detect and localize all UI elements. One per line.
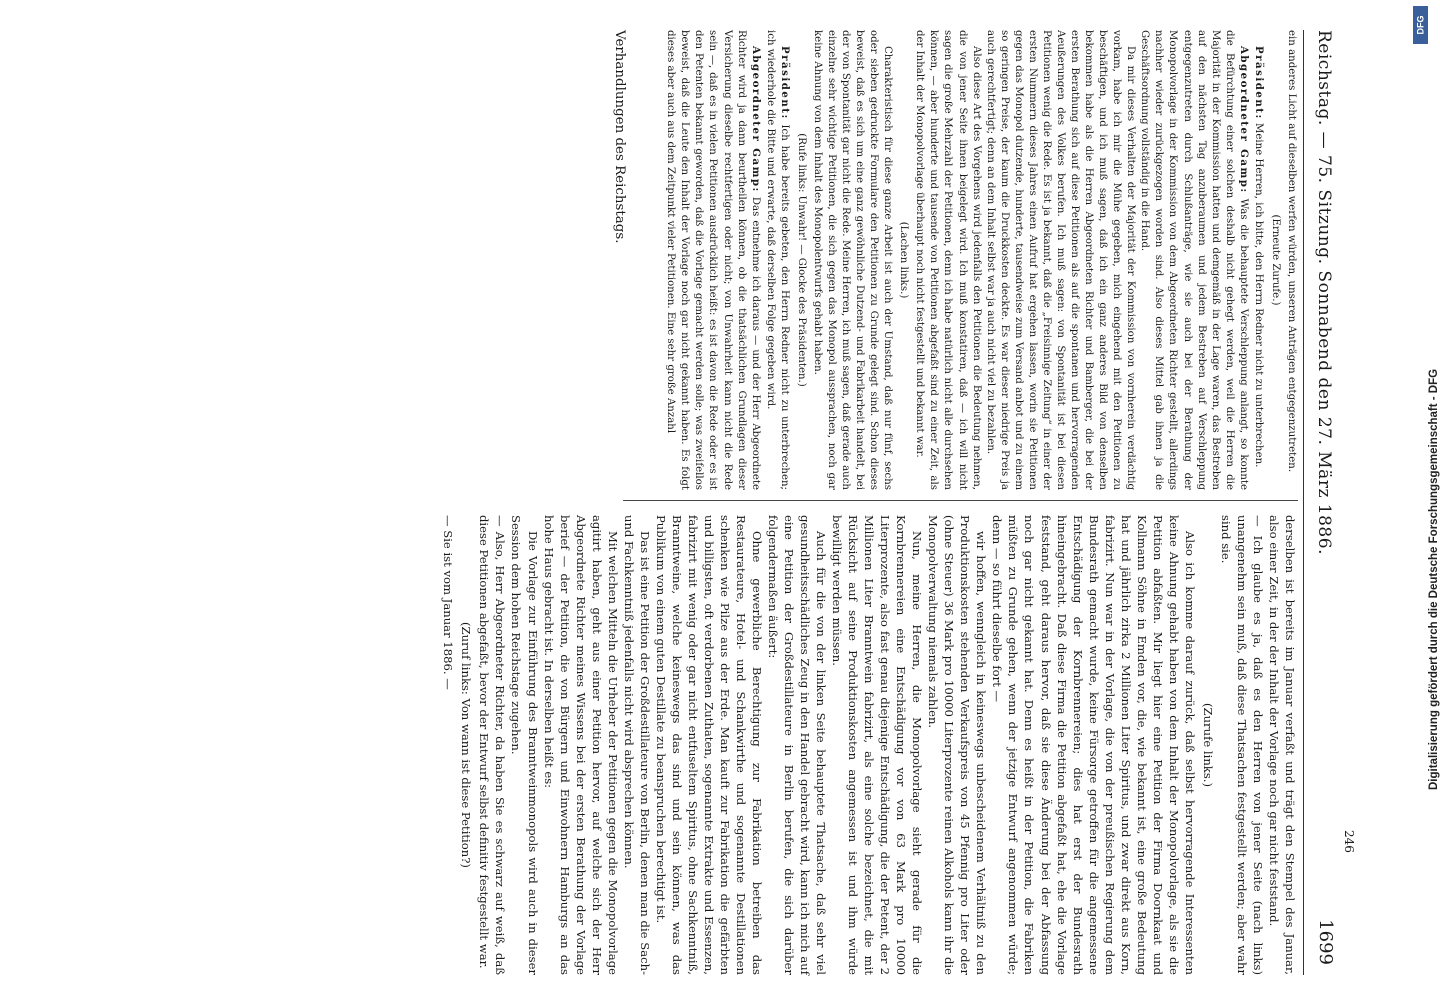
paragraph-text: (Erneute Zurufe.) [1269, 214, 1281, 306]
paragraph [508, 515, 540, 975]
paragraph [621, 515, 653, 975]
paragraph-text: (Zuruf links: Von wann ist diese Petition?) [459, 622, 474, 868]
paragraph-text: Meine Herren, ich bitte, den Herrn Redner nicht zu unterbrechen. [1252, 119, 1264, 468]
paragraph-text: Da mir dieses Verhalten der Majorität der Kommission von vornherein verdächtig vorkam, habe ich mir die Mühe gegeben, mich eingehend mit den Petitionen zu beschäftigen, und ich muß sagen, daß ich ein ganz anderes Bild von denselben bekommen habe als die Herren Abgeordneten Richter und Bamberger, die bei der ersten Berathung sich auf diese Petitionen als auf die spontanen und hervorragenden Aeußerungen des Volkes berufen. Ich muß sagen: von Spontanität ist bei diesen Petitionen wenig die Rede. Es ist ja bekannt, daß die „Freisinnige Zeitung“ in einer der ersten Nummern dieses Jahres einen Aufruf hat ergehen lassen, worin sie Petitionen gegen das Monopol dutzende, hunderte, tausendweise zum Versand anbot und zu einem so geringen Preise, der kaum die Druckkosten deckte. Es war dieser niedrige Preis ja auch gerechtfertigt; denn an dem Inhalt selbst war ja auch nicht viel zu bezahlen. [984, 30, 1137, 490]
paragraph-text: Mit welchen Mitteln die Urheber der Petitionen gegen die Monopolvorlage agitirt haben, geht aus einer Petition hervor, auf welche sich der Herr Abgeordnete Richter meines Wissens bei der ersten Berathung der Vorlage berief — der Petition, die von Bürgern und Einwohnern Hamburgs an das hohe Haus gebracht ist. In derselben heißt es: [541, 515, 620, 975]
paragraph-text: Das entnehme ich daraus — und der Herr Abgeordnete Richter wird ja dann beurtheilen können, ob die thatsächlichen Grundlagen dieser Versicherung dieselbe rechtfertigen oder nicht; von Unwahrheit kann nicht die Rede sein —, daß es in vielen Petitionen ausdrücklich heißt: es ist davon die Rede oder es ist den Petenten bekannt geworden, daß die Vorlage gemacht werden solle; was zweifellos beweist, daß die Leute den Inhalt der Vorlage noch gar nicht gekannt haben. Es folgt dieses aber auch aus dem Zeitpunkt vieler Petitionen. Eine sehr große Anzahl [665, 30, 761, 490]
paragraph [925, 515, 989, 975]
paragraph-text: Das ist eine Petition der Großdestillateure von Berlin, denen man die Sach- und Fachkenntniß jedenfalls nicht wird absprechen können. [621, 515, 652, 975]
interjection [458, 515, 474, 975]
interjection [794, 30, 808, 490]
paragraph [983, 30, 1138, 490]
paragraph-text: (Rufe links: Unwahr! — Glocke des Präsidenten.) [795, 133, 807, 387]
speech-paragraph [1251, 30, 1266, 490]
footer-label: Verhandlungen des Reichstags. [612, 30, 627, 244]
page-number: 1699 [1315, 919, 1336, 965]
dfg-logo-text: DFG [1415, 15, 1426, 35]
paragraph-text: Also ich komme darauf zurück, daß selbst hervorragende Interessenten keine Ahnung gehabt haben von dem Inhalt der Monopolvorlage, als sie die Petition abfaßten. Mir liegt hier eine Petition der Firma Doornkaat und Kollmann Söhne in Emden vor, die, wie bekannt ist, eine große Bedeutung hat und jährlich zirka 2 Millionen Liter Spiritus, und zwar direkt aus Korn, fabrizirt. Nun war in der Vorlage, die von der preußischen Regierung dem Bundesrath gemacht wurde, keine Fürsorge getroffen für die angemessene Entschädigung der Kornbrennereien; dies hat erst der Bundesrath hineingebracht. Daß diese Firma die Petition abgefaßt hat, ehe die Vorlage feststand, geht daraus hervor, daß sie diese Änderung bei der Abfassung noch gar nicht gekannt hat. Denn es heißt in der Petition, die Fabriken müßten zu Grunde gehen, wenn der jetzige Entwurf angenommen würde; denn — so führt dieselbe fort — [990, 515, 1197, 975]
paragraph [541, 515, 621, 975]
interjection [896, 30, 910, 490]
right-column [440, 515, 1298, 975]
speaker-name: Präsident: [1252, 46, 1265, 120]
paragraph-text: derselben ist bereits im Januar verfaßt und trägt den Stempel des Januar, also einer Zeit, in der der Inhalt der Vorlage noch gar nicht feststand. [1266, 515, 1297, 975]
interjection [1200, 515, 1216, 975]
paragraph-text: (Lachen links.) [898, 221, 910, 299]
speech-paragraph [1137, 30, 1251, 490]
paragraph-text: — Also, Herr Abgeordneter Richter, da haben Sie es schwarz auf weiß, daß diese Petitionen abgefaßt, bevor der Entwurf selbst definitiv festgestellt war. [477, 515, 508, 975]
paragraph [1218, 515, 1266, 975]
header-title: Reichstag. — 75. Sitzung. Sonnabend den 27. März 1886. [1314, 30, 1334, 555]
speech-paragraph [763, 30, 792, 490]
paragraph-text: Ohne gewerbliche Berechtigung zur Fabrikation betreiben das Restaurateure, Hotel- und Schankwirthe und sogenannte Destillationen schenken wie Pilze aus der Erde. Man kauft zur Fabrikation die gefärbten und billigsten, oft verdorbenen Zuthaten, sogenannte Extrakte und Essenzen, fabrizirt mit wenig oder gar nicht entfuseltem Spiritus, ohne Sachkenntniß, Branntweine, welche keineswegs das sind und sein können, was das Publikum von einem guten Destillate zu beanspruchen berechtigt ist. [653, 515, 764, 975]
speaker-name: Abgeordneter Gamp: [1237, 46, 1250, 194]
paragraph-text: Was die behauptete Verschleppung anlangt, so konnte die Befürchtung einer solchen deshalb nicht gehegt werden, weil die Herren die Majorität in der Kommission hatten und demgemäß in der Lage waren, das Bestreben auf den nächsten Tag anzuberaumen und jedem Bestreben auf Verschleppung entgegenzutreten durch Schlußanträge, wie sie auch bei der Berathung der Monopolvorlage in der Kommission von dem Abgeordneten Richter gestellt, allerdings nachher wieder zurückgezogen worden sind. Also dieses Mittel gab ihnen ja die Geschäftsordnung vollständig in die Hand. [1139, 30, 1249, 491]
paragraph [765, 515, 829, 975]
paragraph [440, 515, 456, 975]
rotated-page [2, 0, 1382, 1000]
paragraph-text: — Ich glaube es ja, daß es den Herren von jener Seite (nach links) unangenehm sein muß, daß diese Thatsachen festgestellt werden; aber wahr sind sie. [1218, 515, 1265, 975]
paragraph-text: ein anderes Licht auf dieselben werfen würden, unseren Anträgen entgegenzutreten. [1286, 30, 1297, 473]
paragraph [912, 30, 982, 490]
paragraph [989, 515, 1197, 975]
paragraph-text: Ich habe bereits gebeten, den Herrn Redner nicht zu unterbrechen; ich wiederhole die Bitte und erwarte, daß derselben Folge gegeben wird. [764, 30, 790, 490]
left-column [663, 30, 1298, 490]
paragraph [1284, 30, 1298, 490]
signature-mark: 246 [1342, 830, 1356, 853]
column-divider [623, 500, 1298, 501]
speaker-name: Präsident: [778, 46, 791, 120]
speaker-name: Abgeordneter Gamp: [749, 46, 762, 193]
paragraph-text: Charakteristisch für diese ganze Arbeit ist auch der Umstand, daß nur fünf, sechs oder sieben gedruckte Formulare den Petitionen zu Grunde gelegt sind. Schon dieses beweist, daß es sich um eine ganz gewöhnliche Dutzend- und Fabrikarbeit handelt, bei der von Spontanität gar nicht die Rede. Meine Herren, ich muß sagen, daß gerade auch einzelne sehr wichtige Petitionen, die sich gegen das Monopol aussprachen, noch gar keine Ahnung von dem Inhalt des Monopolentwurfs gehabt haben. [811, 30, 894, 490]
paragraph-text: Die Vorlage zur Einführung des Branntweinmonopols wird auch in dieser Session dem hohen Reichstage zugehen. [509, 515, 540, 975]
paragraph [653, 515, 765, 975]
paragraph [476, 515, 508, 975]
paragraph-text: Also diese Art des Vorgehens wird jedenfalls den Petitionen die Bedeutung nehmen, die von jener Seite ihnen beigelegt wird. Ich muß konstatiren, daß — ich will nicht sagen die große Mehrzahl der Petitionen, denn ich habe natürlich nicht alle durchsehen können, — aber hunderte und tausende von Petitionen abgefaßt sind zu einer Zeit, als der Inhalt der Monopolvorlage überhaupt noch nicht festgestellt und bekannt war. [914, 30, 982, 490]
paragraph [1266, 515, 1298, 975]
speech-paragraph [663, 30, 762, 490]
paragraph [810, 30, 894, 490]
interjection [1268, 30, 1282, 490]
paragraph [829, 515, 925, 975]
paragraph-text: Auch für die von der linken Seite behauptete Thatsache, daß sehr viel gesundheitsschädliches Zeug in den Handel gebracht wird, kann ich mich auf eine Petition der Großdestillateure in Berlin berufen, die sich darüber folgendermaßen äußert: [766, 515, 829, 975]
paragraph-text: wir hoffen, wenngleich in keineswegs unbescheidenem Verhältniß zu den Produktionskosten stehenden Verkaufspreis von 45 Pfennig pro Liter oder (ohne Steuer) 36 Mark pro 10000 Literprozente reinen Alkohols kann ihr die Monopolverwaltung niemals zahlen. [926, 515, 989, 975]
paragraph-text: — Sie ist vom Januar 1886. — [441, 515, 456, 690]
paragraph-text: Nun, meine Herren, die Monopolvorlage sieht gerade für die Kornbrennereien eine Entschädigung vor von 63 Mark pro 10000 Literprozente, also fast genau diejenige Entschädigung, die der Petent, der 2 Millionen Liter Branntwein fabrizirt, als eine solche bezeichnet, die mit Rücksicht auf seine Produktionskosten angemessen ist und ihm würde bewilligt werden müssen. [830, 515, 925, 975]
paragraph-text: (Zurufe links.) [1200, 703, 1215, 787]
header-rule [1303, 30, 1304, 975]
dfg-sidebar [1410, 0, 1440, 1000]
dfg-logo [1413, 6, 1428, 44]
page-header [1306, 30, 1340, 975]
dfg-funding-text: Digitalisierung gefördert durch die Deutsche Forschungsgemeinschaft - DFG [1428, 368, 1440, 790]
